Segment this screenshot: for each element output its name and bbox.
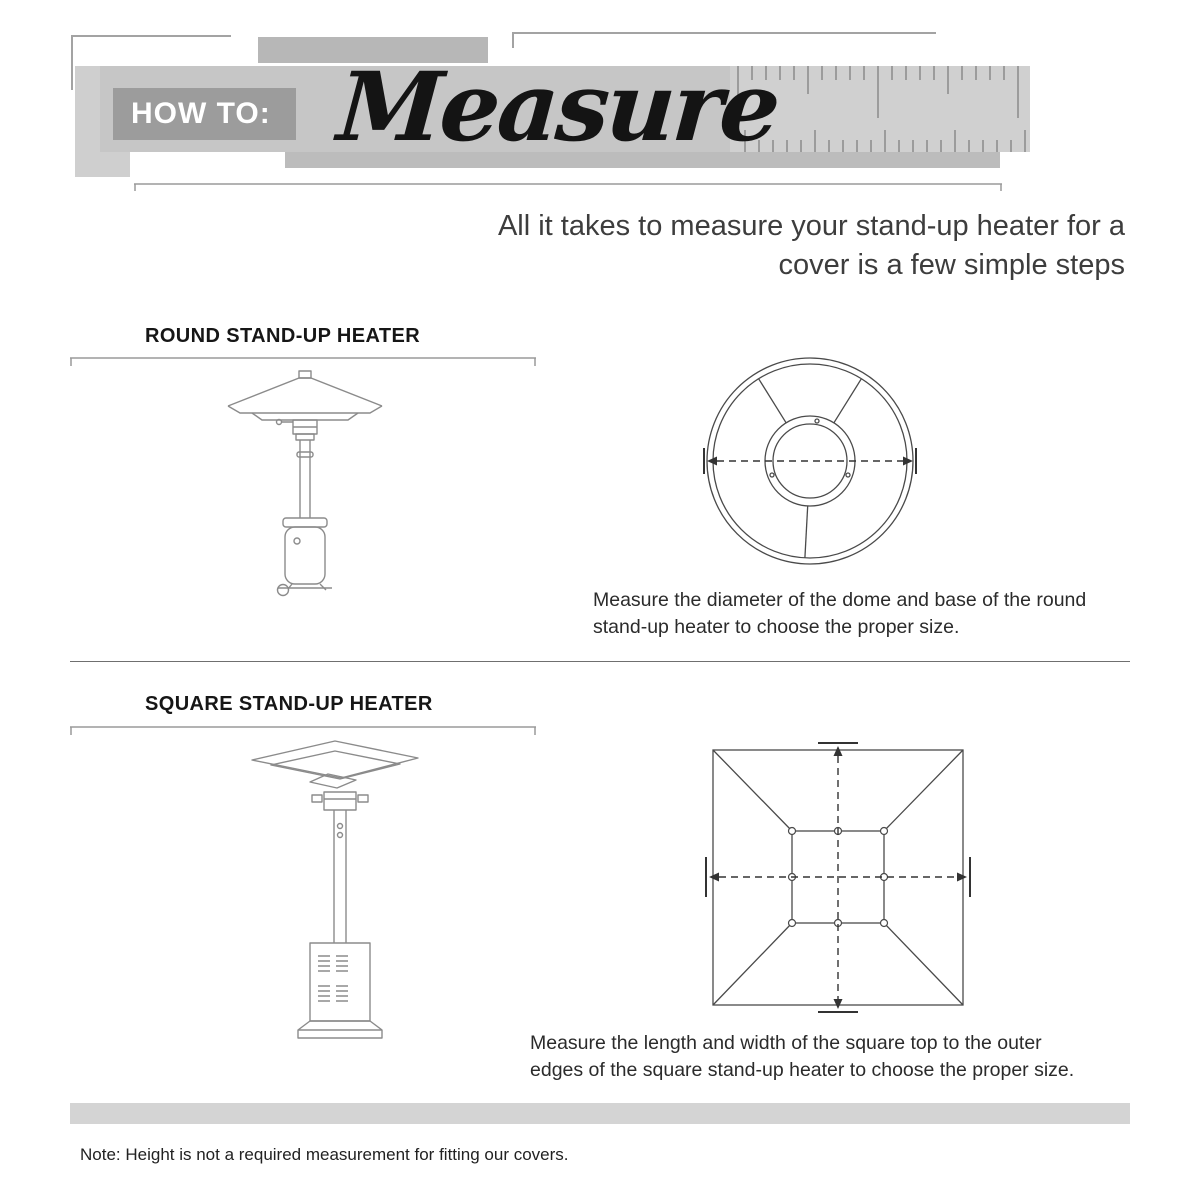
how-to-label: HOW TO: xyxy=(131,97,271,130)
page-title: Measure xyxy=(334,52,782,163)
corner-bracket-top-left-vertical xyxy=(71,35,73,90)
corner-bracket-top-right-vertical xyxy=(512,32,514,48)
diameter-dimension-line xyxy=(704,448,916,474)
round-section-heading: ROUND STAND-UP HEATER xyxy=(145,325,421,347)
corner-bracket-top-left-horizontal xyxy=(71,35,231,37)
round-top-view-diagram xyxy=(695,353,930,573)
note-text: Note: Height is not a required measurement for fitting our covers. xyxy=(80,1145,569,1164)
how-to-label-box xyxy=(113,88,296,140)
square-heater-illustration xyxy=(240,738,430,1043)
intro-text xyxy=(498,207,1125,285)
header-underline xyxy=(134,183,1002,193)
square-caption xyxy=(530,1030,1074,1084)
round-heading-rule xyxy=(70,357,536,367)
square-caption-line-2: edges of the square stand-up heater to choose the proper size. xyxy=(530,1059,1075,1081)
intro-line-2: cover is a few simple steps xyxy=(778,249,1125,281)
corner-bracket-top-right-horizontal xyxy=(512,32,936,34)
square-caption-line-1: Measure the length and width of the square top to the outer xyxy=(530,1032,1042,1054)
square-section-heading: SQUARE STAND-UP HEATER xyxy=(145,693,433,715)
round-heater-illustration xyxy=(220,368,390,598)
intro-line-1: All it takes to measure your stand-up heater for a xyxy=(497,210,1125,242)
footer-gray-bar xyxy=(70,1103,1130,1124)
square-heading-rule xyxy=(70,726,536,736)
round-caption-line-2: stand-up heater to choose the proper size. xyxy=(593,616,960,638)
square-top-view-diagram xyxy=(703,740,973,1015)
round-caption-line-1: Measure the diameter of the dome and base of the round xyxy=(593,589,1087,611)
round-caption xyxy=(593,587,1086,641)
section-divider xyxy=(70,661,1130,662)
